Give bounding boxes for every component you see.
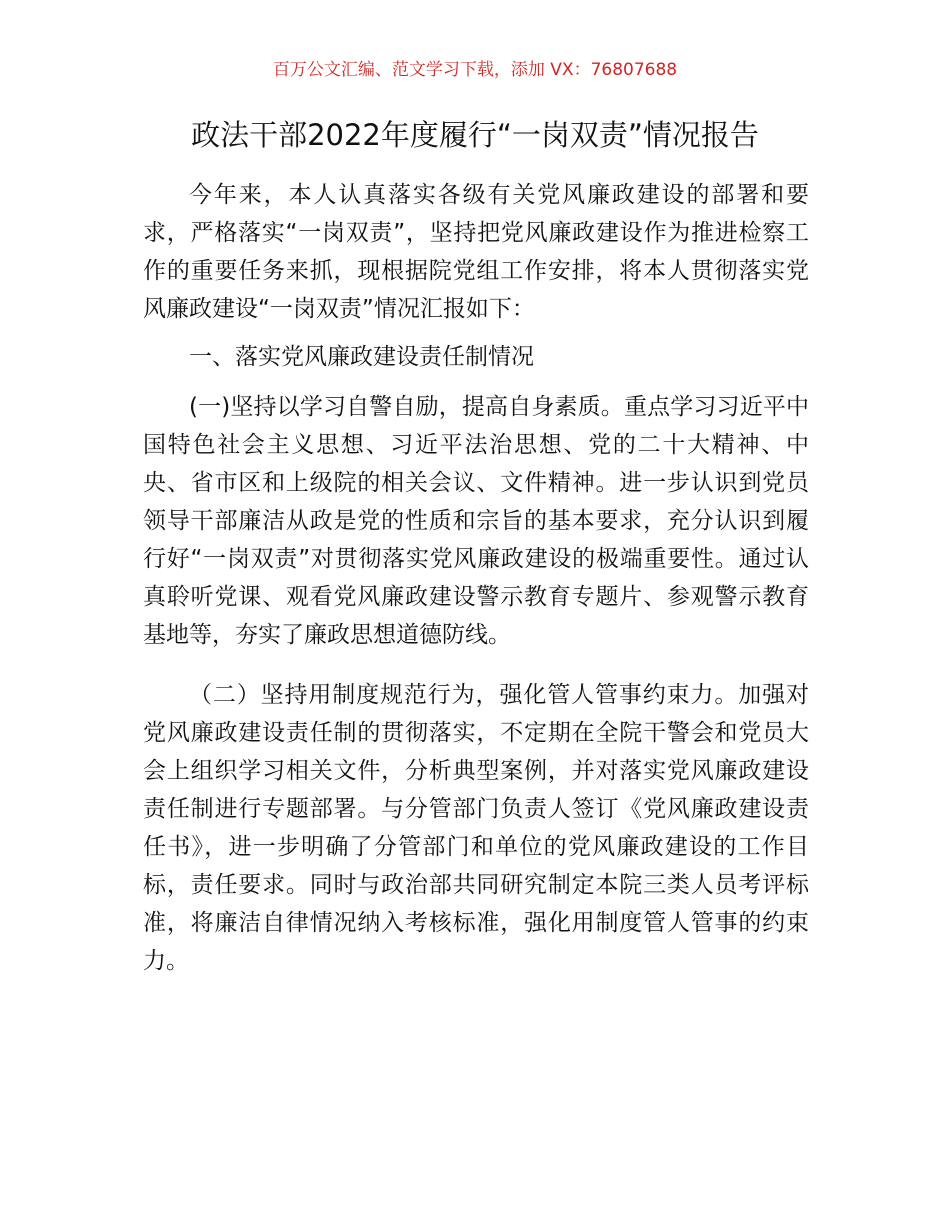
document-body [143,176,809,980]
document-title: 政法干部2022年度履行“一岗双责”情况报告 [191,118,759,152]
header-banner: 百万公文汇编、范文学习下载，添加 VX：76807688 [272,60,678,80]
paragraph-subsection-1: (一)坚持以学习自警自励，提高自身素质。重点学习习近平中国特色社会主义思想、习近平法治思想、党的二十大精神、中央、省市区和上级院的相关会议、文件精神。进一步认识到党员领导干部廉洁从政是党的性质和宗旨的基本要求，充分认识到履行好“一岗双责”对贯彻落实党风廉政建设的极端重要性。通过认真聆听党课、观看党风廉政建设警示教育专题片、参观警示教育基地等，夯实了廉政思想道德防线。 [143,394,809,648]
paragraph-intro: 今年来，本人认真落实各级有关党风廉政建设的部署和要求，严格落实“一岗双责”，坚持把党风廉政建设作为推进检察工作的重要任务来抓，现根据院党组工作安排，将本人贯彻落实党风廉政建设“一岗双责”情况汇报如下： [143,182,809,322]
section-heading-1: 一、落实党风廉政建设责任制情况 [189,344,534,370]
paragraph-subsection-2: （二）坚持用制度规范行为，强化管人管事约束力。加强对党风廉政建设责任制的贯彻落实，不定期在全院干警会和党员大会上组织学习相关文件，分析典型案例，并对落实党风廉政建设责任制进行专题部署。与分管部门负责人签订《党风廉政建设责任书》，进一步明确了分管部门和单位的党风廉政建设的工作目标，责任要求。同时与政治部共同研究制定本院三类人员考评标准，将廉洁自律情况纳入考核标准，强化用制度管人管事的约束力。 [143,682,809,974]
